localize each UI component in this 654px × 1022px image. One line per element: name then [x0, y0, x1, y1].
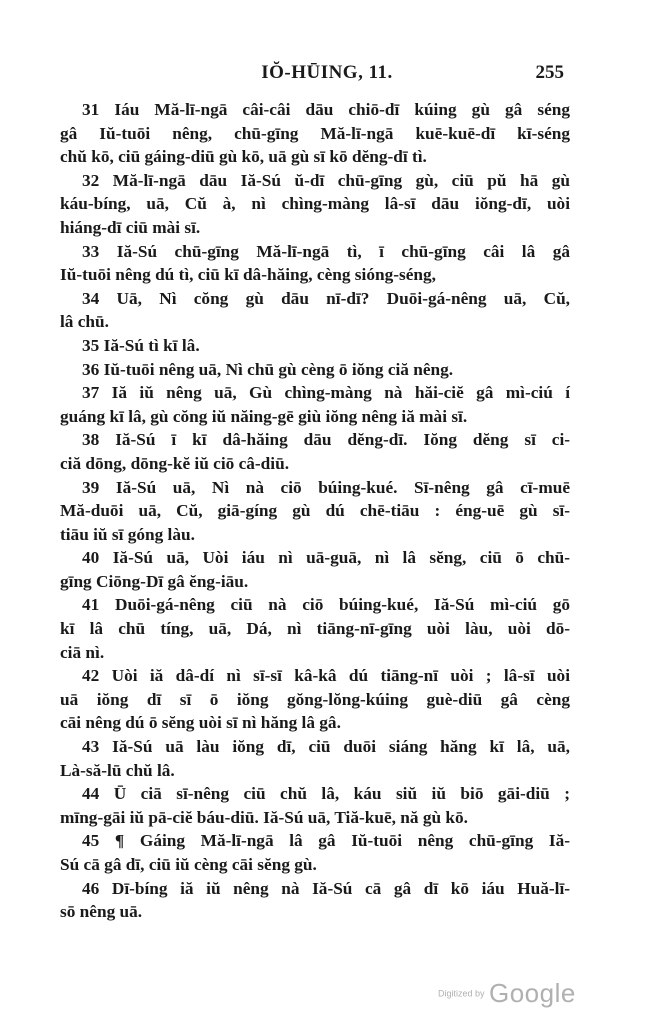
text-line: káu-bíng, uā, Cŭ à, nì chìng-màng lâ-sī dāu iŏng-dī, uòi — [60, 194, 570, 214]
digitized-by-label: Digitized by — [438, 988, 485, 999]
text-line: Là-să-lū chŭ lâ. — [60, 760, 175, 780]
text-line: sō nêng uā. — [60, 902, 143, 922]
text-line: 41 Duōi-gá-nêng ciū nà ciō búing-kué, Iă-Sú mì-ciú gō — [82, 595, 570, 615]
text-line: 35 Iă-Sú tì kī lâ. — [82, 335, 200, 355]
text-line: 33 Iă-Sú chū-gīng Mă-lī-ngā tì, ī chū-gīng câi lâ gâ — [82, 241, 570, 261]
text-line: 43 Iă-Sú uā làu iŏng dī, ciū duōi siáng hăng kī lâ, uā, — [82, 737, 570, 757]
text-line: hiáng-dī ciū mài sī. — [60, 217, 201, 237]
text-line: chŭ kō, ciū gáing-diū gù kō, uā gù sī kō dĕng-dī tì. — [60, 147, 427, 167]
text-line: ciă dōng, dōng-kĕ iŭ ciō câ-diū. — [60, 453, 290, 473]
text-line: Iŭ-tuōi nêng dú tì, ciū kī dâ-hăing, cèng sióng-séng, — [60, 265, 436, 285]
text-line: 45 ¶ Gáing Mă-lī-ngā lâ gâ Iŭ-tuōi nêng chū-gīng Iă- — [82, 831, 570, 851]
text-line: 38 Iă-Sú ī kī dâ-hăing dāu dĕng-dī. Iŏng dĕng sī ci- — [82, 430, 570, 450]
google-logo: Google — [488, 978, 576, 1008]
text-line: 34 Uā, Nì cŏng gù dāu nī-dī? Duōi-gá-nêng uā, Cŭ, — [82, 288, 570, 308]
text-line: uā iŏng dī sī ō iŏng gŏng-lŏng-kúing guè-diū gâ cèng — [60, 689, 570, 709]
text-line: Sú cā gâ dī, ciū iŭ cèng cāi sĕng gù. — [60, 855, 317, 874]
text-line: 36 Iŭ-tuōi nêng uā, Nì chū gù cèng ō iŏng ciă nêng. — [82, 359, 454, 379]
text-line: 40 Iă-Sú uā, Uòi iáu nì uā-guā, nì lâ sĕng, ciū ō chū- — [82, 548, 570, 568]
text-line: ciā nì. — [60, 642, 105, 662]
running-title: IŎ-HŪING, 11. — [261, 62, 393, 83]
text-line: gâ Iŭ-tuōi nêng, chū-gīng Mă-lī-ngā kuē-kuē-dī kī-séng — [60, 123, 570, 143]
text-line: 44 Ū ciā sī-nêng ciū chŭ lâ, káu siŭ iŭ biō gāi-diū ; — [82, 784, 570, 804]
text-line: kī lâ chū tíng, uā, Dá, nì tiāng-nī-gīng uòi làu, uòi dō- — [60, 619, 570, 639]
text-line: mīng-gāi iŭ pā-ciĕ báu-diū. Iă-Sú uā, Tiă-kuē, nă gù kō. — [60, 807, 468, 827]
chapter-text — [60, 98, 570, 924]
text-line: cāi nêng dú ō sĕng uòi sī nì hăng lâ gâ. — [60, 713, 341, 733]
page-header — [0, 62, 654, 90]
digitization-watermark — [438, 978, 576, 1008]
page-number: 255 — [535, 62, 564, 83]
text-line: lâ chū. — [60, 312, 109, 332]
text-line: gīng Ciōng-Dī gâ ĕng-iāu. — [60, 571, 249, 591]
text-line: Mă-duōi uā, Cŭ, giā-gíng gù dú chē-tiāu : éng-uē gù sī- — [60, 501, 570, 521]
text-line: tiāu iŭ sī góng làu. — [60, 524, 195, 544]
text-line: 37 Iă iŭ nêng uā, Gù chìng-màng nà hăi-ciĕ gâ mì-ciú í — [82, 383, 570, 403]
text-line: 42 Uòi iă dâ-dí nì sī-sī kâ-kâ dú tiāng-nī uòi ; lâ-sī uòi — [82, 666, 570, 686]
text-line: 32 Mă-lī-ngā dāu Iă-Sú ŭ-dī chū-gīng gù, ciū pŭ hā gù — [82, 170, 570, 190]
text-line: 46 Dī-bíng iă iŭ nêng nà Iă-Sú cā gâ dī kō iáu Huă-lī- — [82, 878, 570, 898]
text-line: guáng kī lâ, gù cŏng iŭ năing-gē giù iŏng nêng iă mài sī. — [60, 406, 468, 426]
text-line: 39 Iă-Sú uā, Nì nà ciō búing-kué. Sī-nêng gâ cī-muē — [82, 477, 570, 497]
text-line: 31 Iáu Mă-lī-ngā câi-câi dāu chiō-dī kúing gù gâ séng — [82, 100, 570, 119]
